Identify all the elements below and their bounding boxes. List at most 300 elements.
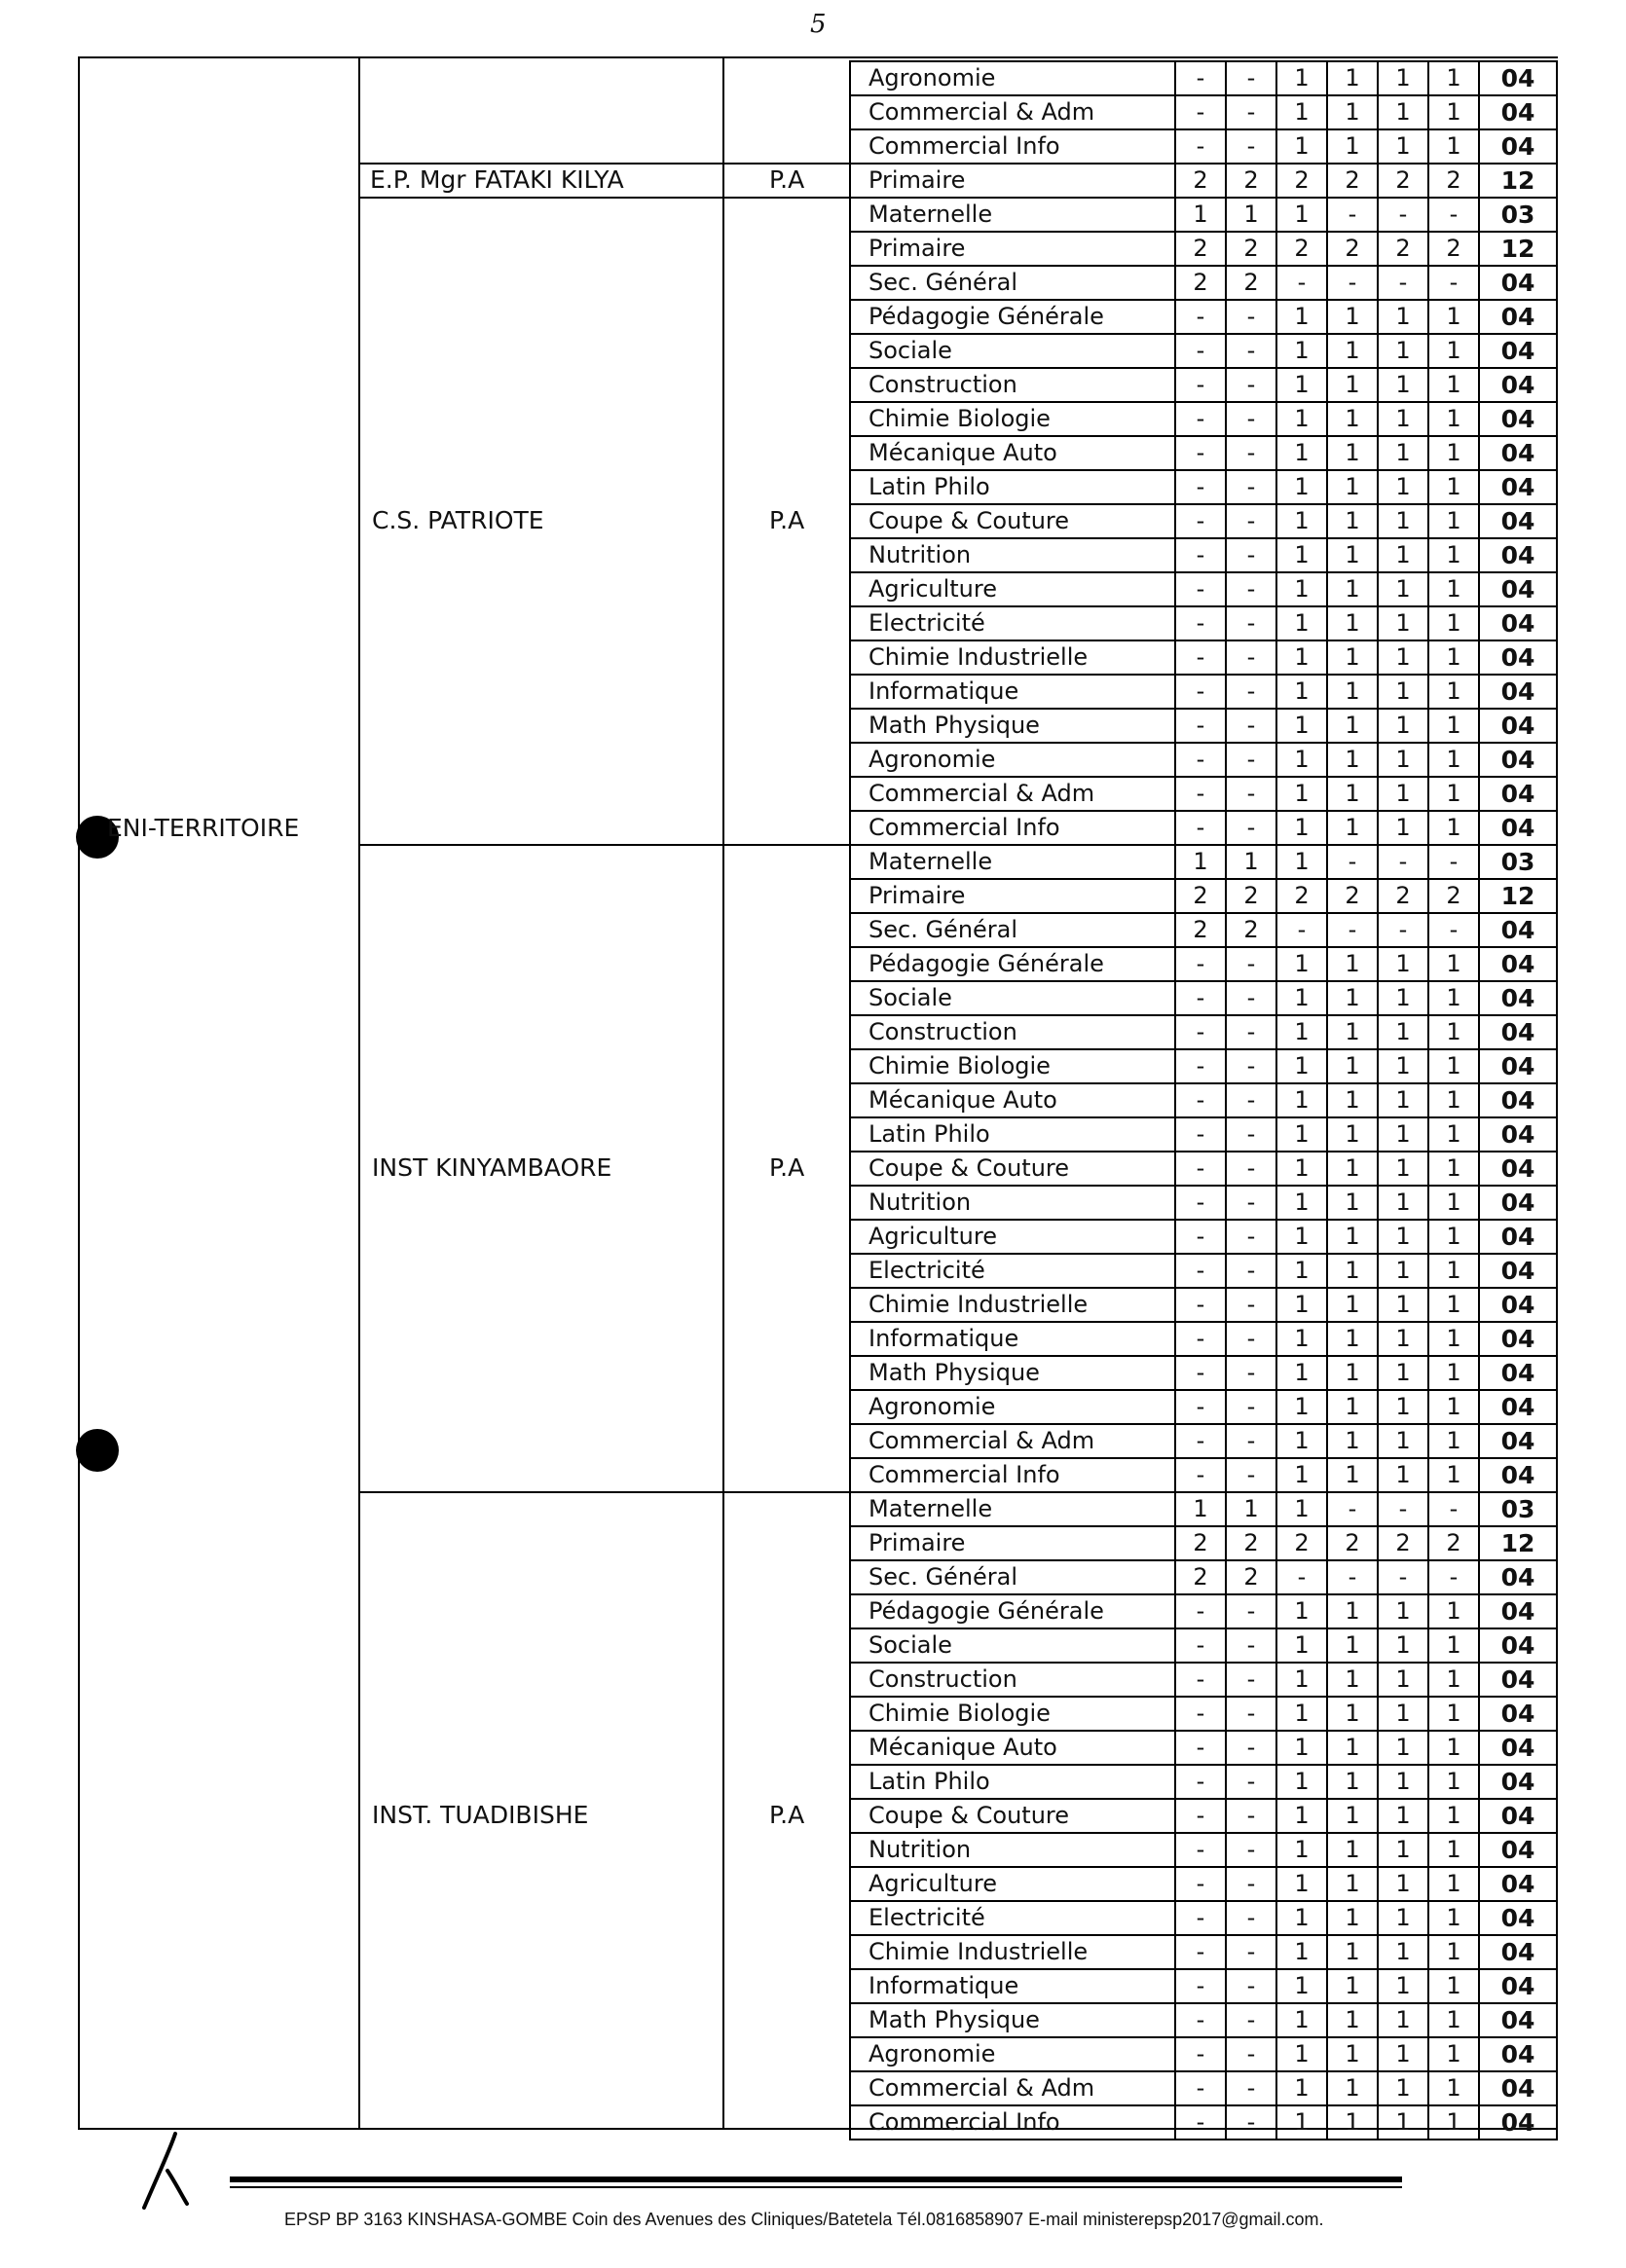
count-cell: 1 [1377, 369, 1427, 401]
count-cell: 1 [1326, 1255, 1377, 1287]
count-cell: 1 [1326, 1187, 1377, 1219]
option-cell: Sociale [849, 1629, 1174, 1662]
total-cell: 04 [1478, 982, 1558, 1014]
count-cell: 1 [1427, 2072, 1478, 2104]
count-cell: - [1225, 1698, 1275, 1730]
count-cell: - [1326, 267, 1377, 299]
option-cell: Commercial & Adm [849, 778, 1174, 810]
count-cell: - [1225, 744, 1275, 776]
table-row [849, 1221, 1558, 1255]
count-cell: 1 [1275, 1629, 1326, 1662]
count-cell: 2 [1377, 233, 1427, 265]
count-cell: - [1174, 1698, 1225, 1730]
count-cell: - [1174, 1255, 1225, 1287]
school-regime: P.A [769, 505, 805, 534]
total-cell: 04 [1478, 130, 1558, 163]
count-cell: - [1225, 812, 1275, 844]
option-cell: Chimie Biologie [849, 403, 1174, 435]
count-cell: - [1174, 1152, 1225, 1185]
total-cell: 04 [1478, 96, 1558, 128]
total-cell: 04 [1478, 1118, 1558, 1151]
option-cell: Pédagogie Générale [849, 1595, 1174, 1628]
count-cell: - [1174, 1016, 1225, 1048]
count-cell: 1 [1377, 778, 1427, 810]
signature-mark [136, 2132, 204, 2210]
table-row [849, 1152, 1558, 1187]
count-cell: - [1174, 1766, 1225, 1798]
count-cell: 1 [1326, 1698, 1377, 1730]
table-row [849, 2038, 1558, 2072]
count-cell: - [1174, 676, 1225, 708]
total-cell: 12 [1478, 165, 1558, 197]
option-cell: Informatique [849, 1970, 1174, 2002]
count-cell: 1 [1174, 199, 1225, 231]
option-cell: Latin Philo [849, 1766, 1174, 1798]
count-cell: 1 [1427, 301, 1478, 333]
count-cell: 1 [1377, 641, 1427, 674]
count-cell: 1 [1275, 1016, 1326, 1048]
total-cell: 04 [1478, 62, 1558, 94]
count-cell: 1 [1275, 744, 1326, 776]
total-cell: 04 [1478, 641, 1558, 674]
count-cell: 1 [1427, 1936, 1478, 1968]
count-cell: 1 [1326, 539, 1377, 571]
count-cell: - [1225, 1766, 1275, 1798]
count-cell: 1 [1326, 1118, 1377, 1151]
count-cell: 1 [1326, 744, 1377, 776]
count-cell: - [1275, 914, 1326, 946]
count-cell: - [1225, 1970, 1275, 2002]
total-cell: 04 [1478, 2004, 1558, 2036]
count-cell: 1 [1427, 1357, 1478, 1389]
count-cell: 1 [1326, 1323, 1377, 1355]
count-cell: 1 [1326, 1425, 1377, 1457]
option-cell: Coupe & Couture [849, 1152, 1174, 1185]
count-cell: - [1225, 1016, 1275, 1048]
punch-hole-bottom [76, 1429, 119, 1472]
count-cell: 1 [1275, 1255, 1326, 1287]
count-cell: 1 [1427, 1732, 1478, 1764]
school-regime: P.A [769, 1152, 805, 1182]
count-cell: 1 [1275, 573, 1326, 605]
count-cell: 1 [1377, 96, 1427, 128]
option-cell: Commercial & Adm [849, 1425, 1174, 1457]
option-cell: Maternelle [849, 1493, 1174, 1525]
table-row [849, 1902, 1558, 1936]
count-cell: 2 [1174, 165, 1225, 197]
count-cell: 1 [1275, 1221, 1326, 1253]
count-cell: 1 [1427, 1391, 1478, 1423]
total-cell: 04 [1478, 812, 1558, 844]
count-cell: 1 [1275, 505, 1326, 537]
option-cell: Informatique [849, 1323, 1174, 1355]
count-cell: 1 [1427, 1187, 1478, 1219]
table-row [849, 1118, 1558, 1152]
count-cell: - [1225, 2004, 1275, 2036]
count-cell: - [1174, 62, 1225, 94]
count-cell: - [1174, 369, 1225, 401]
count-cell: 2 [1225, 233, 1275, 265]
option-cell: Math Physique [849, 2004, 1174, 2036]
count-cell: 1 [1326, 62, 1377, 94]
count-cell: 1 [1377, 1187, 1427, 1219]
count-cell: 1 [1377, 1391, 1427, 1423]
count-cell: - [1225, 437, 1275, 469]
count-cell: - [1225, 948, 1275, 980]
count-cell: - [1174, 1629, 1225, 1662]
count-cell: - [1225, 641, 1275, 674]
option-cell: Commercial Info [849, 1459, 1174, 1491]
option-cell: Commercial Info [849, 2106, 1174, 2139]
count-cell: - [1174, 573, 1225, 605]
count-cell: 1 [1275, 1834, 1326, 1866]
count-cell: 1 [1275, 130, 1326, 163]
total-cell: 04 [1478, 1629, 1558, 1662]
count-cell: - [1275, 1561, 1326, 1593]
column-divider-school [722, 56, 724, 2130]
table-row [849, 369, 1558, 403]
table-row [849, 846, 1558, 880]
total-cell: 12 [1478, 880, 1558, 912]
count-cell: - [1225, 1187, 1275, 1219]
count-cell: 1 [1326, 471, 1377, 503]
table-row [849, 914, 1558, 948]
count-cell: 1 [1275, 1050, 1326, 1082]
count-cell: 1 [1377, 62, 1427, 94]
count-cell: 1 [1326, 573, 1377, 605]
count-cell: - [1326, 1493, 1377, 1525]
count-cell: 1 [1377, 1698, 1427, 1730]
count-cell: - [1377, 914, 1427, 946]
count-cell: 1 [1377, 2072, 1427, 2104]
territory-label: ENI-TERRITOIRE [107, 814, 300, 842]
option-cell: Latin Philo [849, 471, 1174, 503]
count-cell: 1 [1427, 641, 1478, 674]
count-cell: 2 [1275, 880, 1326, 912]
count-cell: 1 [1275, 335, 1326, 367]
count-cell: - [1377, 846, 1427, 878]
count-cell: - [1225, 1664, 1275, 1696]
count-cell: - [1377, 1561, 1427, 1593]
count-cell: 1 [1326, 130, 1377, 163]
option-cell: Primaire [849, 1527, 1174, 1559]
table-row [849, 1391, 1558, 1425]
total-cell: 04 [1478, 437, 1558, 469]
count-cell: 1 [1427, 1289, 1478, 1321]
count-cell: - [1225, 2038, 1275, 2070]
count-cell: 1 [1275, 1084, 1326, 1116]
option-cell: Chimie Industrielle [849, 1936, 1174, 1968]
option-cell: Electricité [849, 1902, 1174, 1934]
count-cell: 1 [1275, 1118, 1326, 1151]
count-cell: 1 [1427, 1459, 1478, 1491]
total-cell: 04 [1478, 1084, 1558, 1116]
total-cell: 04 [1478, 778, 1558, 810]
count-cell: - [1174, 2106, 1225, 2139]
count-cell: 2 [1174, 880, 1225, 912]
count-cell: 1 [1326, 437, 1377, 469]
count-cell: 1 [1326, 1289, 1377, 1321]
table-row [849, 1970, 1558, 2004]
count-cell: 1 [1377, 1800, 1427, 1832]
total-cell: 04 [1478, 1766, 1558, 1798]
count-cell: 1 [1275, 1493, 1326, 1525]
count-cell: 1 [1326, 301, 1377, 333]
count-cell: 1 [1326, 1766, 1377, 1798]
count-cell: 1 [1275, 1425, 1326, 1457]
count-cell: 1 [1326, 1084, 1377, 1116]
table-row [849, 982, 1558, 1016]
table-row [849, 1016, 1558, 1050]
table-row [849, 1187, 1558, 1221]
table-row [849, 437, 1558, 471]
count-cell: - [1225, 573, 1275, 605]
count-cell: 1 [1377, 1425, 1427, 1457]
total-cell: 03 [1478, 1493, 1558, 1525]
count-cell: - [1275, 267, 1326, 299]
option-cell: Agriculture [849, 1868, 1174, 1900]
table-row [849, 1561, 1558, 1595]
count-cell: 1 [1377, 744, 1427, 776]
count-cell: - [1174, 2038, 1225, 2070]
table-row [849, 96, 1558, 130]
count-cell: 1 [1427, 1323, 1478, 1355]
count-cell: 1 [1275, 1902, 1326, 1934]
count-cell: 1 [1326, 778, 1377, 810]
table-row [849, 471, 1558, 505]
table-row [849, 130, 1558, 165]
count-cell: 1 [1275, 2004, 1326, 2036]
count-cell: 1 [1326, 403, 1377, 435]
count-cell: - [1427, 846, 1478, 878]
count-cell: 2 [1275, 1527, 1326, 1559]
footer-rule-thick [230, 2177, 1402, 2182]
count-cell: 1 [1275, 846, 1326, 878]
count-cell: 1 [1427, 1118, 1478, 1151]
count-cell: 1 [1427, 1050, 1478, 1082]
table-row [849, 641, 1558, 676]
count-cell: 1 [1275, 641, 1326, 674]
count-cell: - [1427, 1561, 1478, 1593]
count-cell: - [1427, 267, 1478, 299]
total-cell: 04 [1478, 1902, 1558, 1934]
count-cell: - [1225, 710, 1275, 742]
count-cell: 1 [1326, 1595, 1377, 1628]
table-row [849, 1936, 1558, 1970]
option-cell: Commercial Info [849, 130, 1174, 163]
total-cell: 04 [1478, 471, 1558, 503]
count-cell: - [1225, 96, 1275, 128]
count-cell: 1 [1275, 812, 1326, 844]
count-cell: 1 [1377, 1118, 1427, 1151]
count-cell: 1 [1326, 1800, 1377, 1832]
count-cell: 1 [1326, 1152, 1377, 1185]
count-cell: - [1174, 1221, 1225, 1253]
table-row [849, 267, 1558, 301]
count-cell: 1 [1275, 1936, 1326, 1968]
total-cell: 12 [1478, 1527, 1558, 1559]
table-row [849, 335, 1558, 369]
count-cell: 1 [1275, 2038, 1326, 2070]
count-cell: 2 [1174, 1561, 1225, 1593]
count-cell: - [1225, 505, 1275, 537]
option-cell: Chimie Industrielle [849, 641, 1174, 674]
school-separator [358, 197, 851, 199]
count-cell: 1 [1377, 1595, 1427, 1628]
count-cell: 1 [1377, 437, 1427, 469]
count-cell: 1 [1427, 1016, 1478, 1048]
count-cell: - [1225, 301, 1275, 333]
option-cell: Pédagogie Générale [849, 301, 1174, 333]
count-cell: 1 [1275, 1391, 1326, 1423]
count-cell: - [1377, 267, 1427, 299]
count-cell: 1 [1427, 1868, 1478, 1900]
table-row [849, 539, 1558, 573]
count-cell: - [1326, 846, 1377, 878]
option-cell: Pédagogie Générale [849, 948, 1174, 980]
count-cell: 1 [1427, 812, 1478, 844]
count-cell: - [1174, 1664, 1225, 1696]
count-cell: 1 [1427, 1970, 1478, 2002]
table-row [849, 62, 1558, 96]
option-cell: Commercial Info [849, 812, 1174, 844]
count-cell: 1 [1377, 1732, 1427, 1764]
option-cell: Agronomie [849, 62, 1174, 94]
count-cell: - [1174, 1050, 1225, 1082]
count-cell: 2 [1225, 880, 1275, 912]
count-cell: 1 [1275, 778, 1326, 810]
option-cell: Nutrition [849, 1187, 1174, 1219]
total-cell: 04 [1478, 1323, 1558, 1355]
count-cell: - [1174, 1391, 1225, 1423]
table-row [849, 676, 1558, 710]
count-cell: 1 [1427, 2106, 1478, 2139]
count-cell: 1 [1377, 1459, 1427, 1491]
count-cell: 2 [1174, 267, 1225, 299]
count-cell: - [1174, 1187, 1225, 1219]
count-cell: 1 [1275, 1289, 1326, 1321]
table-row [849, 607, 1558, 641]
count-cell: 1 [1377, 982, 1427, 1014]
option-cell: Construction [849, 369, 1174, 401]
count-cell: 1 [1427, 982, 1478, 1014]
count-cell: 1 [1275, 2106, 1326, 2139]
total-cell: 04 [1478, 403, 1558, 435]
total-cell: 04 [1478, 539, 1558, 571]
count-cell: 1 [1225, 199, 1275, 231]
count-cell: 1 [1427, 130, 1478, 163]
table-row [849, 1084, 1558, 1118]
option-cell: Commercial & Adm [849, 96, 1174, 128]
count-cell: - [1225, 2106, 1275, 2139]
count-cell: - [1174, 1902, 1225, 1934]
count-cell: 1 [1427, 437, 1478, 469]
count-cell: 1 [1326, 1902, 1377, 1934]
option-cell: Agronomie [849, 744, 1174, 776]
count-cell: 1 [1225, 1493, 1275, 1525]
count-cell: - [1174, 539, 1225, 571]
count-cell: 1 [1377, 1834, 1427, 1866]
count-cell: - [1225, 1391, 1275, 1423]
count-cell: 1 [1377, 1902, 1427, 1934]
count-cell: 1 [1377, 573, 1427, 605]
count-cell: - [1225, 471, 1275, 503]
count-cell: - [1174, 1936, 1225, 1968]
count-cell: - [1174, 1357, 1225, 1389]
total-cell: 04 [1478, 2038, 1558, 2070]
count-cell: 1 [1275, 199, 1326, 231]
count-cell: - [1225, 607, 1275, 640]
school-name: INST. TUADIBISHE [372, 1800, 589, 1829]
option-cell: Mécanique Auto [849, 437, 1174, 469]
count-cell: - [1174, 2072, 1225, 2104]
count-cell: 1 [1326, 1629, 1377, 1662]
count-cell: 1 [1275, 1800, 1326, 1832]
total-cell: 04 [1478, 1255, 1558, 1287]
option-cell: Sec. Général [849, 914, 1174, 946]
count-cell: 1 [1326, 505, 1377, 537]
table-row [849, 403, 1558, 437]
count-cell: 1 [1326, 1970, 1377, 2002]
count-cell: 1 [1326, 1834, 1377, 1866]
count-cell: 1 [1275, 1698, 1326, 1730]
count-cell: 1 [1427, 403, 1478, 435]
table-row [849, 573, 1558, 607]
count-cell: 1 [1427, 744, 1478, 776]
count-cell: 1 [1427, 1629, 1478, 1662]
total-cell: 04 [1478, 710, 1558, 742]
total-cell: 04 [1478, 607, 1558, 640]
count-cell: 1 [1427, 505, 1478, 537]
count-cell: 2 [1174, 233, 1225, 265]
count-cell: 1 [1326, 948, 1377, 980]
total-cell: 04 [1478, 1561, 1558, 1593]
count-cell: 2 [1225, 1561, 1275, 1593]
count-cell: 1 [1275, 2072, 1326, 2104]
count-cell: 1 [1326, 710, 1377, 742]
count-cell: 1 [1275, 301, 1326, 333]
count-cell: - [1326, 199, 1377, 231]
count-cell: 1 [1427, 1800, 1478, 1832]
count-cell: 1 [1326, 1868, 1377, 1900]
count-cell: 1 [1377, 710, 1427, 742]
total-cell: 04 [1478, 676, 1558, 708]
school-separator [358, 844, 851, 846]
table-row [849, 1050, 1558, 1084]
option-cell: Maternelle [849, 846, 1174, 878]
count-cell: - [1174, 1800, 1225, 1832]
count-cell: 2 [1174, 1527, 1225, 1559]
table-row [849, 710, 1558, 744]
count-cell: - [1225, 1323, 1275, 1355]
total-cell: 04 [1478, 1391, 1558, 1423]
count-cell: 1 [1275, 676, 1326, 708]
count-cell: - [1174, 744, 1225, 776]
total-cell: 04 [1478, 1357, 1558, 1389]
count-cell: - [1427, 1493, 1478, 1525]
count-cell: 1 [1427, 1084, 1478, 1116]
table-row [849, 812, 1558, 846]
table-row [849, 199, 1558, 233]
total-cell: 04 [1478, 1936, 1558, 1968]
option-cell: Primaire [849, 880, 1174, 912]
count-cell: - [1174, 1289, 1225, 1321]
count-cell: 1 [1326, 2038, 1377, 2070]
count-cell: 1 [1275, 96, 1326, 128]
count-cell: 1 [1275, 1187, 1326, 1219]
count-cell: - [1174, 982, 1225, 1014]
option-cell: Construction [849, 1664, 1174, 1696]
